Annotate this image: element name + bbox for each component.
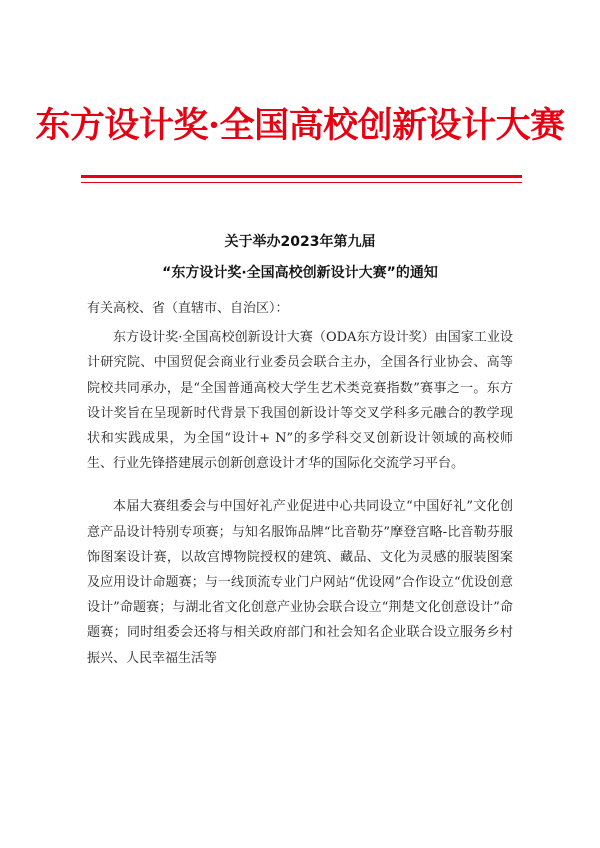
document-body — [87, 296, 513, 671]
paragraph-special-contests: 本届大赛组委会与中国好礼产业促进中心共同设立“中国好礼”文化创意产品设计特别专项赛；与知名服饰品牌“比音勒芬”摩登宫略-比音勒芬服饰图案设计赛，以故宫博物院授权的建筑、藏品、文化为灵感的服装图案及应用设计命题赛；与一线顶流专业门户网站“优设网”合作设立“优设创意设计”命题赛；与湖北省文化创意产业协会联合设立“荆楚文化创意设计”命题赛；同时组委会还将与相关政府部门和社会知名企业联合设立服务乡村振兴、人民幸福生活等 — [87, 499, 513, 666]
notice-title-line1: 关于举办2023年第九届 — [224, 234, 376, 250]
paragraph-intro: 东方设计奖·全国高校创新设计大赛（ODA东方设计奖）由国家工业设计研究院、中国贸促会商业行业委员会联合主办，全国各行业协会、高等院校共同承办，是“全国普通高校大学生艺术类竞赛指数”赛事之一。东方设计奖旨在呈现新时代背景下我国创新设计等交叉学科多元融合的教学现状和实践成果，为全国“设计+ N”的多学科交叉创新设计领域的高校师生、行业先锋搭建展示创新创意设计才华的国际化交流学习平台。 — [87, 330, 513, 472]
notice-title-line2: “东方设计奖·全国高校创新设计大赛”的通知 — [162, 265, 438, 281]
header-red-rule-thick — [81, 175, 522, 178]
document-header-title: 东方设计奖·全国高校创新设计大赛 — [35, 105, 565, 146]
addressee: 有关高校、省（直辖市、自治区）： — [87, 301, 289, 316]
header-red-rule-thin — [81, 182, 522, 183]
